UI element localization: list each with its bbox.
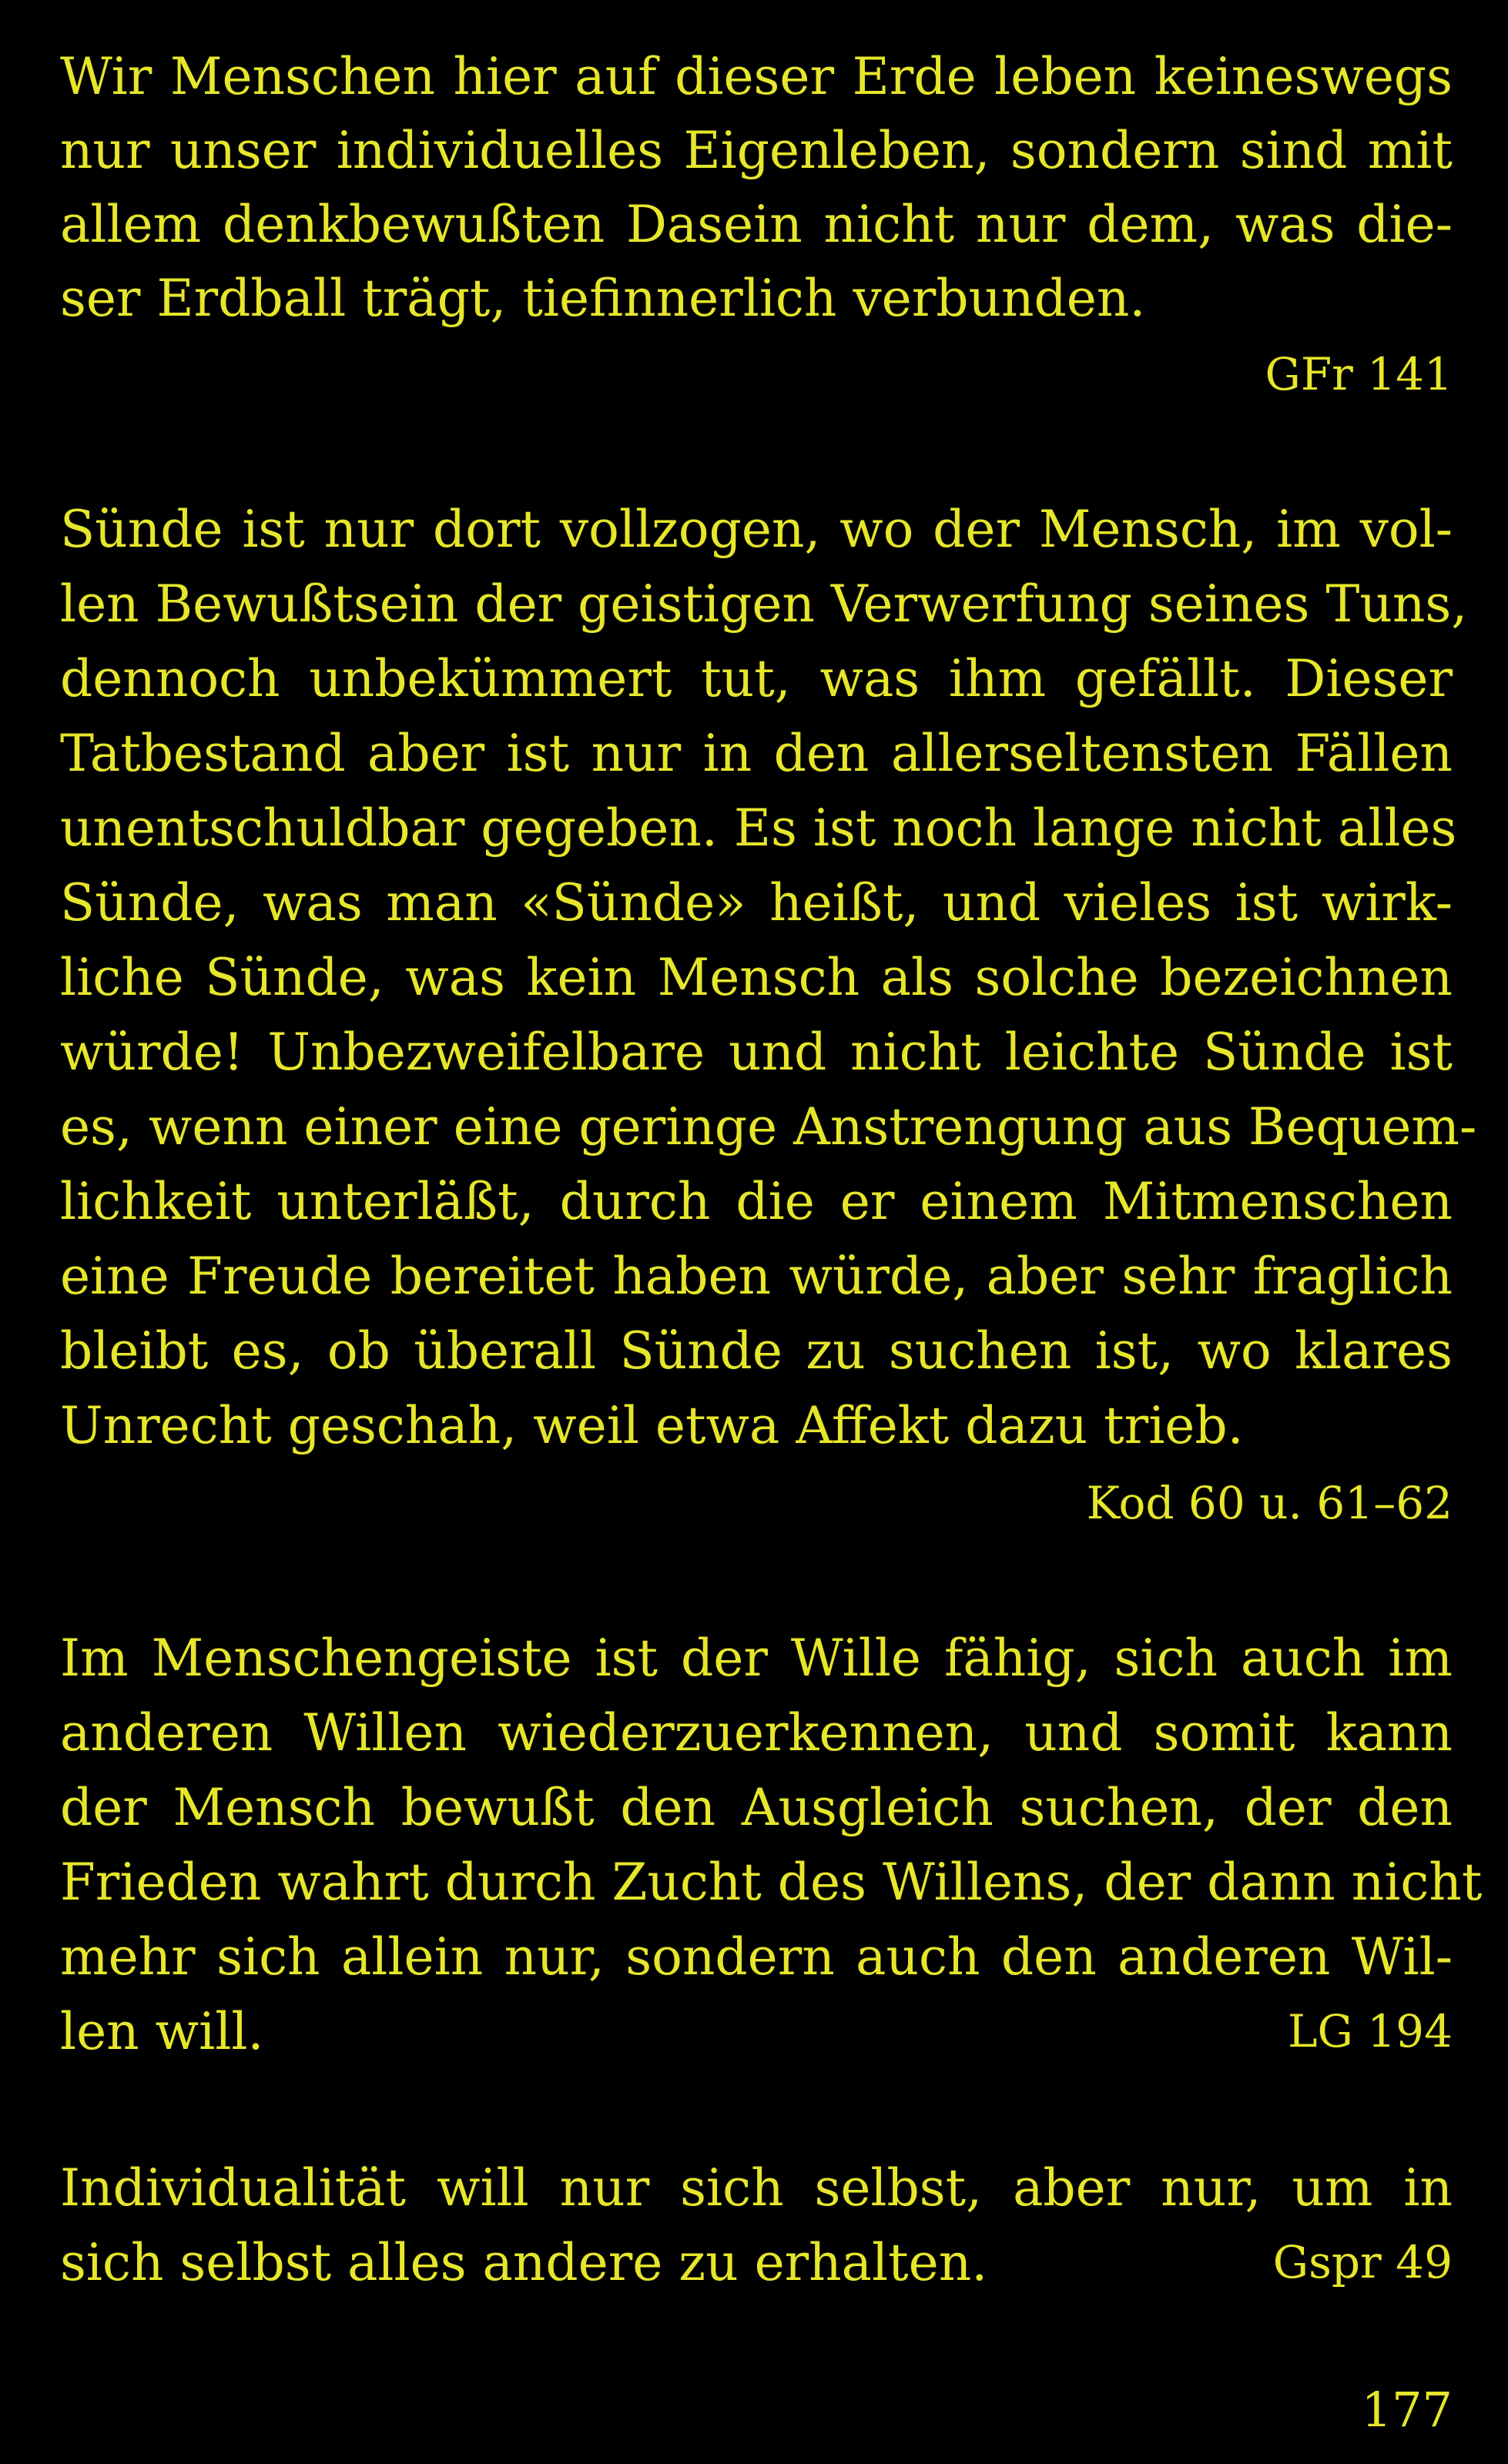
source-reference: Gspr 49	[1272, 2236, 1453, 2288]
text-line: Sünde ist nur dort vollzogen, wo der Mensch, im vol-	[60, 500, 1453, 559]
text-line: lichkeit unterläßt, durch die er einem Mitmenschen	[60, 1172, 1453, 1231]
text-line: ser Erdball trägt, tiefinnerlich verbunden.	[60, 269, 1146, 328]
text-line: bleibt es, ob überall Sünde zu suchen ist, wo klares	[60, 1321, 1453, 1381]
text-line: der Mensch bewußt den Ausgleich suchen, der den	[60, 1778, 1453, 1837]
text-line: allem denkbewußten Dasein nicht nur dem, was die-	[60, 195, 1453, 254]
text-line: Unrecht geschah, weil etwa Affekt dazu trieb.	[60, 1396, 1244, 1455]
text-line: len Bewußtsein der geistigen Verwerfung seines Tuns,	[60, 574, 1468, 634]
text-line: Wir Menschen hier auf dieser Erde leben keineswegs	[60, 47, 1453, 106]
page-number: 177	[1361, 2382, 1453, 2438]
text-line: Individualität will nur sich selbst, aber nur, um in	[60, 2158, 1453, 2218]
source-reference: GFr 141	[1265, 348, 1453, 400]
text-line: mehr sich allein nur, sondern auch den anderen Wil-	[60, 1927, 1453, 1987]
source-reference: Kod 60 u. 61–62	[1086, 1477, 1453, 1529]
text-line: Im Menschengeiste ist der Wille fähig, sich auch im	[60, 1629, 1453, 1688]
text-line: anderen Willen wiederzuerkennen, und somit kann	[60, 1703, 1453, 1763]
text-line: Tatbestand aber ist nur in den allerseltensten Fällen	[60, 724, 1453, 783]
text-line: würde! Unbezweifelbare und nicht leichte Sünde ist	[60, 1023, 1453, 1082]
text-line: Frieden wahrt durch Zucht des Willens, der dann nicht	[60, 1853, 1483, 1912]
text-line: Sünde, was man «Sünde» heißt, und vieles ist wirk-	[60, 873, 1453, 932]
source-reference: LG 194	[1288, 2005, 1453, 2057]
text-line: unentschuldbar gegeben. Es ist noch lange nicht alles	[60, 798, 1457, 858]
text-line: nur unser individuelles Eigenleben, sondern sind mit	[60, 121, 1453, 180]
text-line: sich selbst alles andere zu erhalten.	[60, 2233, 988, 2292]
text-line: dennoch unbekümmert tut, was ihm gefällt. Dieser	[60, 649, 1453, 708]
text-line: len will.	[60, 2002, 264, 2061]
text-line: eine Freude bereitet haben würde, aber sehr fraglich	[60, 1247, 1453, 1306]
text-line: es, wenn einer eine geringe Anstrengung aus Bequem-	[60, 1097, 1477, 1157]
text-line: liche Sünde, was kein Mensch als solche bezeichnen	[60, 948, 1453, 1007]
